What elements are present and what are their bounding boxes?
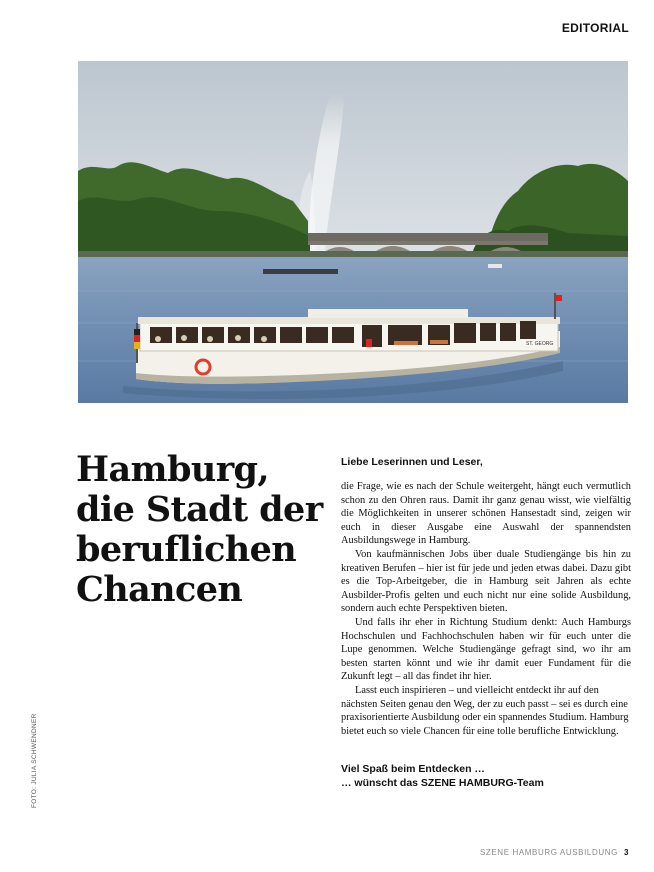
headline-line: Hamburg,: [76, 449, 269, 490]
page-number: 3: [623, 848, 629, 857]
headline: [76, 450, 326, 610]
headline-line: beruflichen: [76, 529, 297, 570]
headline-line: die Stadt der: [76, 489, 323, 530]
photo-credit: FOTO: JULIA SCHWENDNER: [31, 713, 38, 808]
headline-line: Chancen: [76, 569, 243, 610]
body-paragraph: Und falls ihr eher in Richtung Studium denkt: Auch Hamburgs Hochschulen und Fachhochschulen haben wir für euch unter die Lupe genommen. Welche Studiengänge gefragt sind, wo ihr am besten starten könnt und wie ihr damit euer Fundament für die Zukunft legt – all das findet ihr hier.: [341, 616, 631, 683]
body-paragraph: Lasst euch inspirieren – und vielleicht entdeckt ihr auf den nächsten Seiten genau den Weg, der zu euch passt – sei es durch eine praxisorientierte Ausbildung oder ein spannendes Studium. Hamburg bietet euch so viele Chancen für eine tolle berufliche Entwicklung.: [341, 684, 629, 737]
salutation: Liebe Leserinnen und Leser,: [341, 456, 483, 468]
body-paragraph: die Frage, wie es nach der Schule weitergeht, hängt euch vermutlich schon zu den Ohren raus. Damit ihr ganz genau wisst, wie vielfältig die Möglichkeiten in unserer schönen Hansestadt sind, zeigen wir euch in dieser Ausgabe eine Auswahl der spannendsten Ausbildungswege in Hamburg.: [341, 481, 631, 547]
boat-sign: ST. GEORG: [526, 341, 554, 347]
page-footer: [480, 848, 629, 857]
closing-signoff: [341, 762, 544, 790]
closing-line: … wünscht das SZENE HAMBURG-Team: [341, 777, 544, 789]
editorial-body: [341, 480, 631, 738]
closing-line: Viel Spaß beim Entdecken …: [341, 763, 485, 775]
publication-name: SZENE HAMBURG AUSBILDUNG: [479, 848, 618, 857]
section-label: EDITORIAL: [561, 21, 629, 35]
alster-ferry-photo: [78, 61, 628, 403]
body-paragraph: Von kaufmännischen Jobs über duale Studiengänge bis hin zu kreativen Berufen – hier ist für jede und jeden etwas dabei. Dazu gibt es die Top-Arbeitgeber, die in Hamburg seit Jahren als echte Ausbilder-Profis gelten und euch nicht nur eine solide Ausbildung, sondern auch echte Perspektiven bieten.: [341, 548, 631, 615]
